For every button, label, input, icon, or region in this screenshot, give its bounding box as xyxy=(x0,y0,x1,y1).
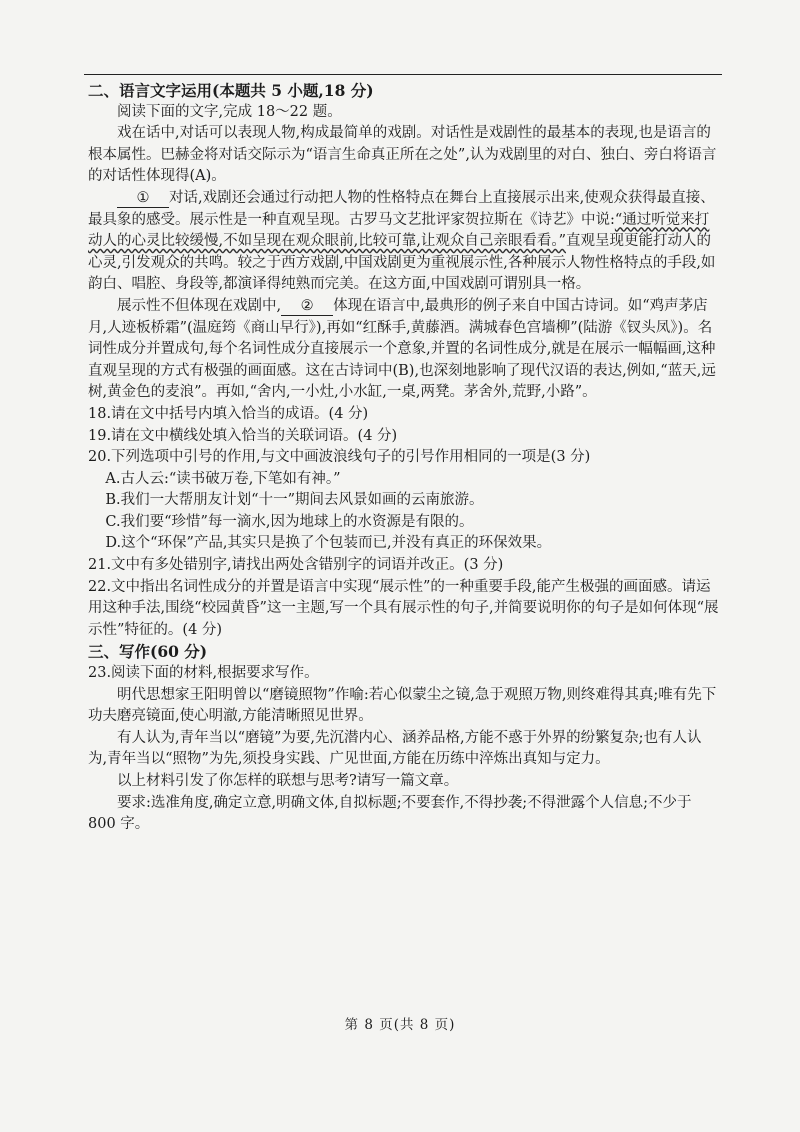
writing-prompt: 以上材料引发了你怎样的联想与思考?请写一篇文章。 xyxy=(117,773,459,789)
question-20-option-b: B.我们一大帮朋友计划“十一”期间去风景如画的云南旅游。 xyxy=(105,492,484,509)
question-20: 20.下列选项中引号的作用,与文中画波浪线句子的引号作用相同的一项是(3 分) xyxy=(88,449,591,466)
question-20-option-d: D.这个“环保”产品,其实只是换了个包装而已,并没有真正的环保效果。 xyxy=(105,535,552,552)
question-21: 21.文中有多处错别字,请找出两处含错别字的词语并改正。(3 分) xyxy=(88,557,504,574)
material-paragraph-2: 有人认为,青年当以“磨镜”为要,先沉潜内心、涵养品格,方能不惑于外界的纷繁复杂;也有人认为,青年当以“照物”为先,须投身实践、广见世面,方能在历练中淬炼出真知与定力。 xyxy=(88,729,702,768)
material-paragraph-1: 明代思想家王阳明曾以“磨镜照物”作喻:若心似蒙尘之镜,急于观照万物,则终难得其真;唯有先下功夫磨亮镜面,使心明澈,方能清晰照见世界。 xyxy=(88,686,717,725)
question-19: 19.请在文中横线处填入恰当的关联词语。(4 分) xyxy=(88,427,398,444)
section-2-title: 二、语言文字运用(本题共 5 小题,18 分) xyxy=(88,81,374,100)
p2-part-b: 直观呈现更能打动人的心灵,引发观众的共鸣。较之于西方戏剧,中国戏剧更为重视展示性,各种展示人物性格特点的手段,如韵白、唱腔、身段等,都演译得纯熟而完美。在这方面,中国戏剧可谓别具一格。 xyxy=(88,233,716,293)
page-number: 第 8 页(共 8 页) xyxy=(344,1017,456,1033)
question-22: 22.文中指出名词性成分的并置是语言中实现“展示性”的一种重要手段,能产生极强的画面感。请运用这种手法,围绕“校园黄昏”这一主题,写一个具有展示性的句子,并简要说明你的句子是如何体现“展示性”特征的。(4 分) xyxy=(88,578,719,638)
page-content xyxy=(88,80,720,836)
section-3-title: 三、写作(60 分) xyxy=(88,642,208,662)
p3-part-a: 展示性不但体现在戏剧中, xyxy=(117,297,282,314)
p2-part-a: 对话,戏剧还会通过行动把人物的性格特点在舞台上直接展示出来,使观众获得最直接、最具象的感受。展示性是一种直观呈现。古罗马文艺批评家贺拉斯在《诗艺》中说: xyxy=(88,189,715,228)
passage-paragraph-2 xyxy=(88,188,720,296)
blank-2: ② xyxy=(281,297,333,316)
passage-paragraph-1: 戏在话中,对话可以表现人物,构成最简单的戏剧。对话性是戏剧性的最基本的表现,也是语言的根本属性。巴赫金将对话交际示为“语言生命真正所在之处”,认为戏剧里的对白、独白、旁白将语言的对话性体现得(A)。 xyxy=(88,125,717,185)
wavy-quote: “通过听觉来打动人的心灵比较缓慢,不如呈现在观众眼前,比较可靠,让观众自己亲眼看看。” xyxy=(88,211,710,250)
blank-1: ① xyxy=(117,189,169,208)
p3-part-b: 体现在语言中,最典形的例子来自中国古诗词。如“鸡声茅店月,人迹板桥霜”(温庭筠《商山早行》),再如“红酥手,黄藤酒。满城春色宫墙柳”(陆游《钗头凤》)。名词性成分并置成句,每个名词性成分直接展示一个意象,并置的名词性成分,就是在展示一幅幅画,这种直观呈现的方式有极强的画面感。这在古诗词中(B),也深刻地影响了现代汉语的表达,例如,“蓝天,远树,黄金色的麦浪”。再如,“舍内,一小灶,小水缸,一桌,两凳。茅舍外,荒野,小路”。 xyxy=(88,297,716,401)
question-18: 18.请在文中括号内填入恰当的成语。(4 分) xyxy=(88,405,369,422)
header-rule xyxy=(84,74,722,75)
writing-requirements: 要求:选准角度,确定立意,明确文体,自拟标题;不要套作,不得抄袭;不得泄露个人信息;不少于 800 字。 xyxy=(88,794,692,833)
passage-intro: 阅读下面的文字,完成 18～22 题。 xyxy=(117,103,342,120)
question-20-option-c: C.我们要“珍惜”每一滴水,因为地球上的水资源是有限的。 xyxy=(105,513,474,530)
question-23: 23.阅读下面的材料,根据要求写作。 xyxy=(88,665,319,682)
passage-paragraph-3 xyxy=(88,296,720,404)
question-20-option-a: A.古人云:“读书破万卷,下笔如有神。” xyxy=(105,470,341,487)
